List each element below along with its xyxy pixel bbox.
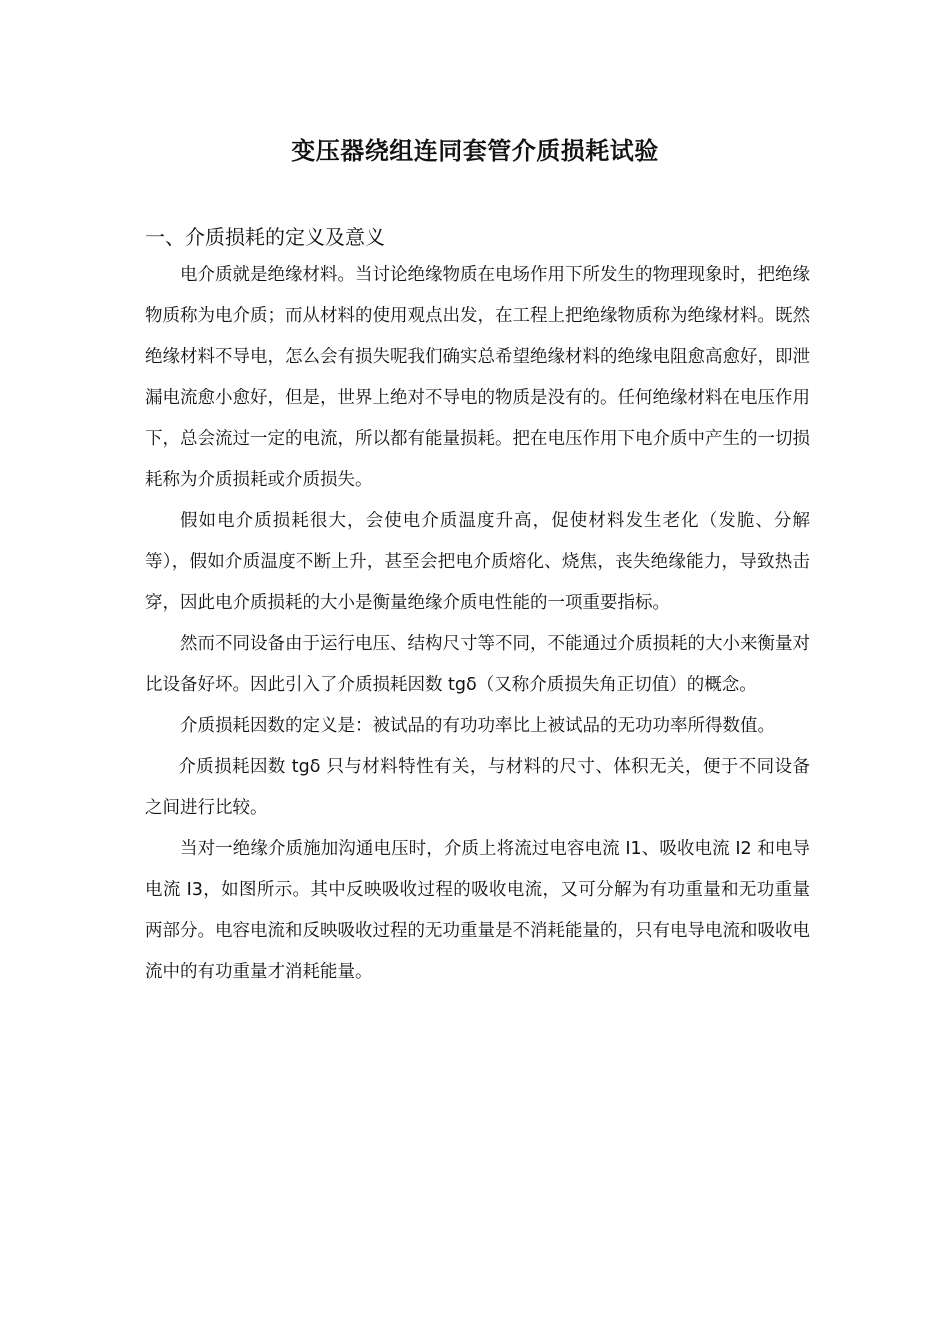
paragraph: 介质损耗因数的定义是：被试品的有功功率比上被试品的无功功率所得数值。: [180, 716, 775, 736]
document-title: 变压器绕组连同套管介质损耗试验: [291, 137, 659, 165]
paragraph: 当对一绝缘介质施加沟通电压时，介质上将流过电容电流 I1、吸收电流 I2 和电导电流 I3，如图所示。其中反映吸收过程的吸收电流，又可分解为有功重量和无功重量两部分。电容电流和反映吸收过程的无功重量是不消耗能量的，只有电导电流和吸收电流中的有功重量才消耗能量。: [145, 839, 810, 982]
paragraph: 电介质就是绝缘材料。当讨论绝缘物质在电场作用下所发生的物理现象时，把绝缘物质称为电介质；而从材料的使用观点出发，在工程上把绝缘物质称为绝缘材料。既然绝缘材料不导电，怎么会有损失呢我们确实总希望绝缘材料的绝缘电阻愈高愈好，即泄漏电流愈小愈好，但是，世界上绝对不导电的物质是没有的。任何绝缘材料在电压作用下，总会流过一定的电流，所以都有能量损耗。把在电压作用下电介质中产生的一切损耗称为介质损耗或介质损失。: [145, 265, 810, 490]
paragraph: 介质损耗因数 tgδ 只与材料特性有关，与材料的尺寸、体积无关，便于不同设备之间进行比较。: [145, 757, 810, 818]
document-body: [145, 255, 810, 993]
paragraph: 然而不同设备由于运行电压、结构尺寸等不同，不能通过介质损耗的大小来衡量对比设备好坏。因此引入了介质损耗因数 tgδ（又称介质损失角正切值）的概念。: [145, 634, 810, 695]
paragraph: 假如电介质损耗很大，会使电介质温度升高，促使材料发生老化（发脆、分解等），假如介质温度不断上升，甚至会把电介质熔化、烧焦，丧失绝缘能力，导致热击穿，因此电介质损耗的大小是衡量绝缘介质电性能的一项重要指标。: [145, 511, 810, 613]
section-heading: 一、介质损耗的定义及意义: [145, 225, 385, 249]
